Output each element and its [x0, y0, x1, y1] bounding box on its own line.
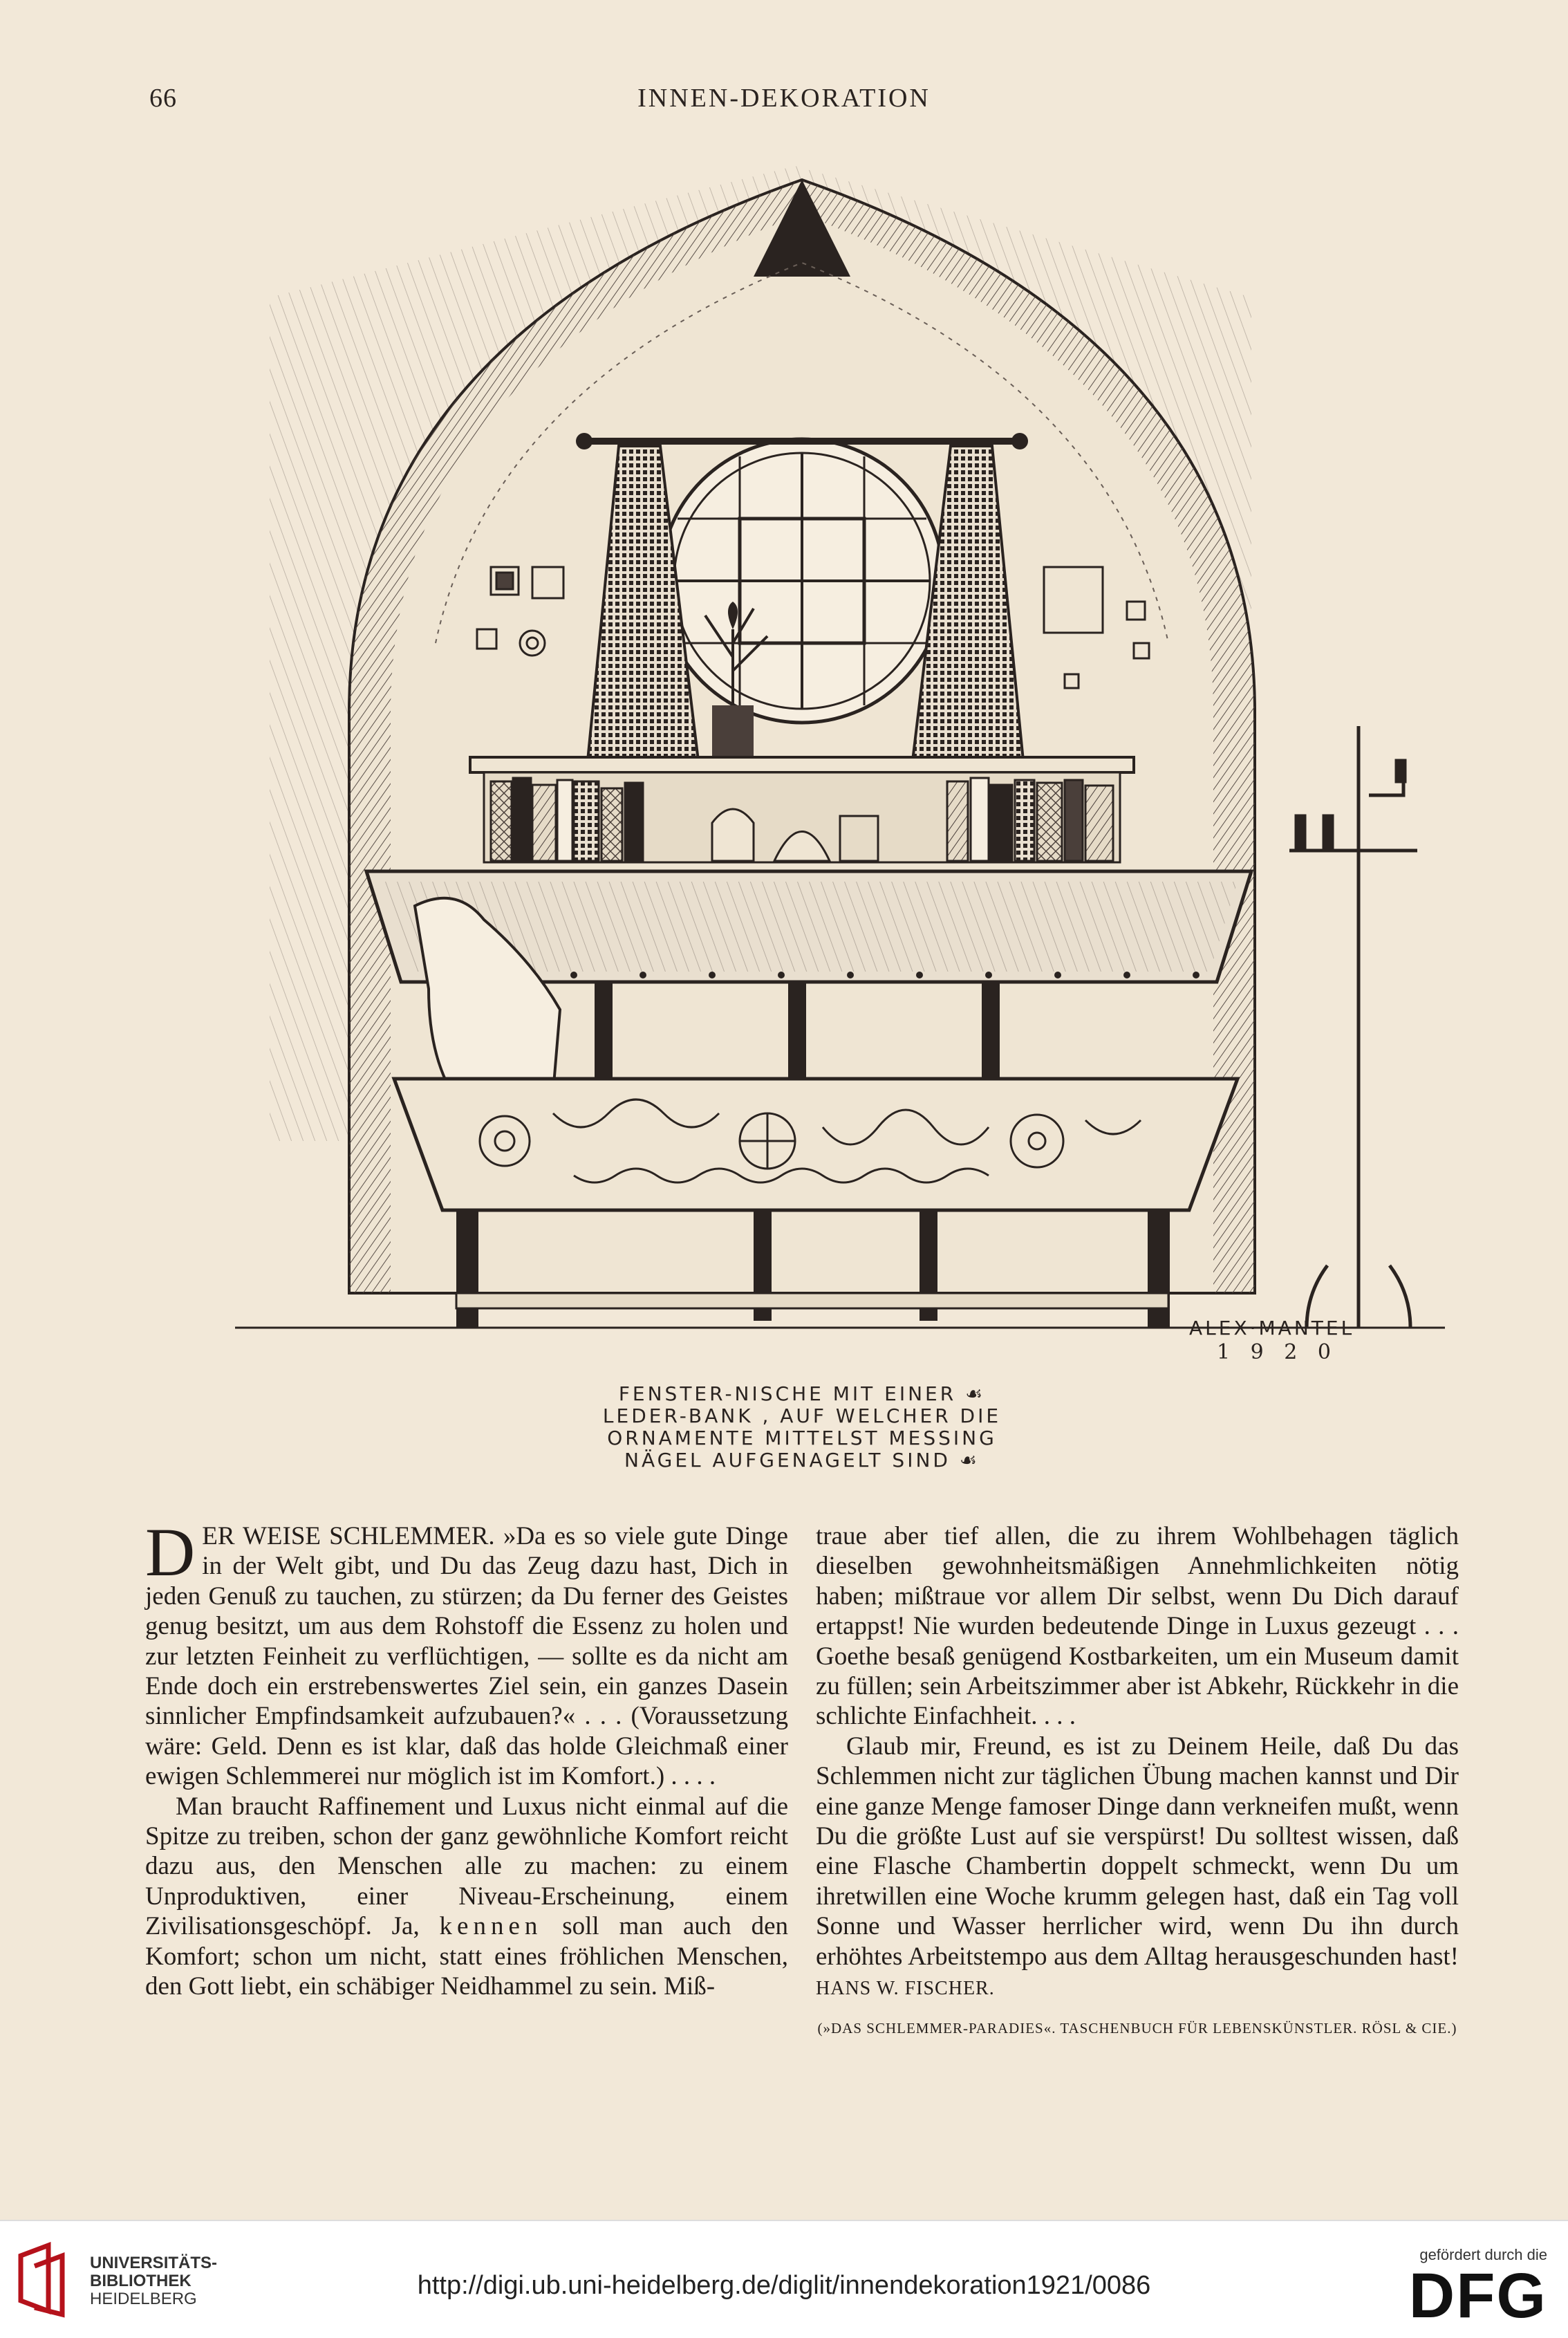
article-text-split: traue aber tief allen, die zu ihrem Wohlbehagen täglich dieselben gewohnheitsmäßigen Annehmlichkeiten nötig haben; mißtraue vor allem Dir selbst, wenn Du Dich darauf ertappst! Nie wurden bedeutende Dinge in Luxus gezeugt . . . Goethe besaß genügend Kostbarkeiten, um ein Museum damit zu füllen; sein Arbeitszimmer aber ist Abkehr, Rückkehr in die schlichte Einfachheit. . . . [816, 1522, 1459, 1731]
article-paragraph-continued [816, 1521, 1459, 1732]
library-name-line: BIBLIOTHEK [90, 2272, 192, 2290]
article-text: Glaub mir, Freund, es ist zu Deinem Heile, daß Du das Schlemmen nicht zur täglichen Übung machen kannst und Dir eine ganze Menge famoser Dinge dann verkneifen mußt, wenn Du die größte Lust auf sie verspürst! Du solltest wissen, daß eine Flasche Chambertin doppelt schmeckt, wenn Du um ihretwillen eine Woche krumm gelegen hast, daß ein Tag voll Sonne und Wasser herrlicher wird, wenn Du ihn durch erhöhtes Arbeitstempo aus dem Alltag herausgeschunden hast! [816, 1732, 1459, 1971]
article-text: Man braucht Raffinement und Luxus nicht einmal auf die Spitze zu treiben, schon der ganz gewöhnliche Komfort reicht dazu aus, den Menschen alle zu machen: zu einem Unproduktiven, einer Niveau-Erscheinung, einem Zivilisationsgeschöpf. Ja, [145, 1792, 788, 1941]
artist-signature-year: 1 9 2 0 [1217, 1340, 1338, 1364]
funded-by-label: gefördert durch die [1419, 2246, 1547, 2263]
caption-line: NÄGEL AUFGENAGELT SIND ☙ [624, 1449, 980, 1472]
dfg-logo[interactable]: DFG [1408, 2261, 1547, 2331]
illustration-caption [567, 1383, 1037, 1472]
article-column-left [145, 1514, 789, 2002]
article-paragraph [145, 1514, 788, 1792]
article-heading: ER WEISE SCHLEMMER. [202, 1522, 495, 1550]
running-title: INNEN-DEKORATION [637, 84, 931, 113]
article-text: »Da es so viele gute Dinge in der Welt gibt, und Du das Zeug dazu hast, Dich in jeden Genuß zu tauchen, zu stürzen; da Du ferner des Geistes genug besitzt, um aus dem Rohstoff die Essenz zu holen und zur letzten Feinheit zu verflüchtigen, — sollte es da nicht am Ende doch ein erstrebenswertes Ziel sein, ein ganzes Dasein sinnlicher Empfindsamkeit aufzubauen?« . . . (Voraussetzung wäre: Geld. Denn es ist klar, daß das holde Gleichmaß einer ewigen Schlemmerei nur möglich ist im Komfort.) . . . . [145, 1522, 788, 1791]
window-niche-illustration [228, 159, 1459, 1376]
article-author: HANS W. FISCHER. [816, 1978, 995, 2000]
article-paragraph [145, 1792, 788, 2002]
article-column-right [816, 1521, 1459, 2043]
caption-line: LEDER-BANK , AUF WELCHER DIE [602, 1404, 1002, 1427]
library-name-line: HEIDELBERG [90, 2290, 197, 2308]
emphasized-word: kennen [439, 1912, 543, 1941]
page-number: 66 [149, 84, 177, 113]
article-source: (»DAS SCHLEMMER-PARADIES«. TASCHENBUCH FÜR LEBENSKÜNSTLER. RÖSL & CIE.) [817, 2019, 1457, 2037]
article-paragraph [816, 1732, 1459, 2004]
bookshelf [470, 757, 1134, 862]
library-name-line: UNIVERSITÄTS- [90, 2254, 218, 2272]
candle-stand [1289, 726, 1417, 1328]
article-text-split: soll man auch den Komfort; schon um nicht, statt eines fröhlichen Menschen, den Gott liebt, ein schäbiger Neidhammel zu sein. Miß- [145, 1912, 789, 2001]
round-window [660, 439, 944, 723]
bench-front [394, 1079, 1238, 1210]
digitization-footer [0, 2220, 1568, 2338]
caption-line: FENSTER-NISCHE MIT EINER ☙ [618, 1382, 986, 1405]
artist-signature-name: ALEX·MANTEL [1189, 1317, 1355, 1339]
caption-line: ORNAMENTE MITTELST MESSING [607, 1427, 997, 1449]
permalink-url[interactable]: http://digi.ub.uni-heidelberg.de/diglit/innendekoration1921/0086 [417, 2271, 1151, 2300]
drop-cap: D [145, 1514, 196, 1590]
